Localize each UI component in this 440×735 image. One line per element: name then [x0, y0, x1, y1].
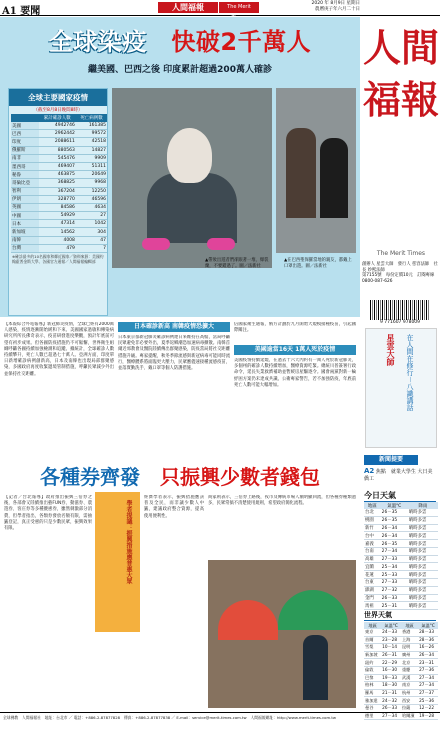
world-weather-row-cell: 19－33	[381, 674, 401, 682]
world-weather-row-cell: 北京	[401, 659, 418, 667]
stats-row-cell: 47314	[39, 220, 76, 228]
stats-row-cell: 智利	[11, 187, 39, 195]
stats-row-cell: 46596	[76, 195, 107, 203]
weather-row-cell: 高雄	[364, 555, 381, 563]
weather-row-cell: 晴時多雲	[408, 516, 438, 524]
column-promo-subtitle: 在人間在修行－八識講話	[406, 334, 414, 411]
stats-row-cell: 美國	[11, 122, 39, 130]
stats-row-cell: 南韓	[11, 236, 39, 244]
column-promo-box	[365, 328, 437, 448]
lead-headline-white: 全球染疫	[48, 28, 147, 56]
stats-row-cell: 伊朗	[11, 195, 39, 203]
world-weather-row-cell: 哈爾濱	[401, 712, 418, 720]
world-weather-row-cell: 雅加達	[364, 697, 381, 705]
weather-row-cell: 晴時多雲	[408, 509, 438, 516]
stats-row	[11, 154, 107, 162]
stats-row-cell: 545476	[39, 154, 76, 162]
world-weather-row	[364, 636, 438, 644]
lead-photo	[112, 88, 272, 268]
world-weather-row-cell: 24－33	[381, 629, 401, 636]
world-weather-row-cell: 新加坡	[364, 651, 381, 659]
stats-row	[11, 171, 107, 179]
weather-title: 今日天氣	[364, 490, 436, 502]
weather-row-cell: 新竹	[364, 524, 381, 532]
world-weather-row-cell: 21－31	[381, 689, 401, 697]
second-headline	[0, 464, 360, 490]
publisher-line: 創辦人 星雲大師 發行人 慈容法師 社長 妙熙法師	[362, 262, 438, 273]
world-weather-row	[364, 682, 438, 690]
stats-row-cell: 304	[76, 228, 107, 236]
weather-row-cell: 晴時多雲	[408, 532, 438, 540]
stats-row-cell: 9909	[76, 154, 107, 162]
weather-row-cell: 25－33	[381, 571, 408, 579]
stats-row-cell: 42518	[76, 138, 107, 146]
article-left: 【本報綜合外電報導】新冠肺炎疫情，全球已經有2000萬人感染，疫情逐漸開始緩和下來。美國國家過敏和傳染病研究所所長佛奇表示，疫苗研發進度樂觀，預計年底前可望有初步成果。但各國防疫措施仍不可鬆懈，世界衛生組織呼籲各國持續加強檢測和追蹤。據統計，全球確診人數持續攀升，死亡人數已超過七十萬人。亞洲方面，印度單日新增確診病例創新高，日本及南韓也出現局部群聚感染，多國政府再度收緊邊境管制措施，呼籲民眾減少外出並保持社交距離。	[4, 322, 114, 377]
stats-col-deaths: 死亡病例數	[76, 114, 107, 122]
stats-row	[11, 138, 107, 146]
weather-row-cell: 金門	[364, 594, 381, 602]
masthead-english: The Merit Times	[376, 250, 426, 257]
weather-row-cell: 27－32	[381, 586, 408, 594]
weather-row-cell: 26－34	[381, 524, 408, 532]
lead-subhead: 繼美國、巴西之後 印度累計超過200萬人確診	[88, 65, 272, 75]
stats-row-cell: 2088611	[39, 138, 76, 146]
stats-row-cell: 巴西	[11, 130, 39, 138]
world-weather-row	[364, 674, 438, 682]
stats-row-cell: 12250	[76, 187, 107, 195]
stats-row	[11, 146, 107, 154]
masthead-mini: 人間福報	[158, 2, 218, 13]
world-weather-row-cell: 16－26	[418, 644, 438, 652]
stats-row-cell: 84586	[39, 203, 76, 211]
photo-caption-1: ▲帶妝出遊者們卻跟著一堆、爆裂蘭，不要錯過了。圖／法新社	[205, 258, 269, 269]
news-brief-page: A2	[364, 467, 375, 475]
weather-row	[364, 586, 438, 594]
second-headline-red: 只振興少數者錢包	[160, 465, 320, 489]
world-weather-row-cell: 南京	[401, 682, 418, 690]
weather-row-cell: 晴時多雲	[408, 594, 438, 602]
weather-row-cell: 晴時多雲	[408, 524, 438, 532]
weather-row-cell: 26－35	[381, 509, 408, 516]
world-weather-row-cell: 香港	[401, 629, 418, 636]
stats-row	[11, 122, 107, 130]
world-weather-row-cell: 首爾	[364, 636, 381, 644]
orange-callout-text: 學者提議：振興措施應普惠大眾	[125, 500, 132, 584]
weather-row-cell: 宜蘭	[364, 563, 381, 571]
stats-row	[11, 187, 107, 195]
side-photo	[276, 88, 356, 253]
stats-row-cell: 479	[39, 244, 76, 252]
world-weather-row-cell: 巴黎	[364, 674, 381, 682]
weather-row-cell: 27－33	[381, 555, 408, 563]
stats-row	[11, 195, 107, 203]
stats-row-cell: 印度	[11, 138, 39, 146]
world-col-temp-b: 氣溫°C	[418, 622, 438, 629]
issue-info: 第7155號 每份定價10元 訂閱專線 0800-087-626	[362, 273, 435, 284]
weather-row-cell: 26－35	[381, 540, 408, 548]
section-label: A1 要聞	[2, 6, 41, 17]
stats-row-cell: 328770	[39, 195, 76, 203]
stats-row-cell: 7	[76, 244, 107, 252]
stats-row-cell: 南非	[11, 154, 39, 162]
world-weather-row-cell: 東京	[364, 629, 381, 636]
stats-row-cell: 4634	[76, 203, 107, 211]
weather-row-cell: 晴時多雲	[408, 540, 438, 548]
weather-row	[364, 540, 438, 548]
world-weather-row-cell: 上海	[401, 636, 418, 644]
masthead-mini-en: The Merit	[219, 2, 259, 13]
weather-table	[364, 502, 438, 610]
weather-row-cell: 27－33	[381, 579, 408, 587]
stats-row-cell: 469407	[39, 162, 76, 170]
article-right-top: 信國家衛生通報，俄方計劃於九月開始大規模接種疫苗，引起國際關注。	[234, 322, 356, 334]
weather-row-cell: 桃園	[364, 516, 381, 524]
article-lower-1: 【記者／台北報導】政府推出振興三倍券之後，各部會又陸續推出藝FUN券、動滋券、農遊券、客庄券等多種優惠券，雖然刺激部分消費，但學者指出，各類券發放名額有限，需抽籤登記，真正受惠的只是少數民眾，振興效果有限。	[4, 495, 92, 532]
weather-row-cell: 晴時多雲	[408, 579, 438, 587]
stats-row-cell: 20649	[76, 171, 107, 179]
stats-row	[11, 179, 107, 187]
world-weather-row-cell: 27－34	[418, 674, 438, 682]
world-weather-row-cell: 柏林	[364, 682, 381, 690]
weather-row-cell: 晴時多雲	[408, 563, 438, 571]
stats-row-cell: 4942746	[39, 122, 76, 130]
world-weather-row-cell: 28－36	[418, 636, 438, 644]
world-weather-row-cell: 紐約	[364, 659, 381, 667]
stats-row	[11, 212, 107, 220]
publisher-info	[362, 262, 440, 284]
stats-row-cell: 英國	[11, 203, 39, 211]
stats-row-cell: 367204	[39, 187, 76, 195]
stats-row-cell: 台灣	[11, 244, 39, 252]
stats-row-cell: 4008	[39, 236, 76, 244]
stats-col-cases: 累計確診人數	[39, 114, 76, 122]
world-weather-row-cell: 10－14	[381, 644, 401, 652]
weather-row-cell: 26－33	[381, 594, 408, 602]
market-photo	[208, 560, 356, 708]
world-weather-row	[364, 666, 438, 674]
weather-row	[364, 571, 438, 579]
stats-row-cell: 哥倫比亞	[11, 179, 39, 187]
stats-row-cell: 51311	[76, 162, 107, 170]
stats-col-country	[11, 114, 39, 122]
world-weather-row-cell: 德里	[364, 712, 381, 720]
world-weather-row	[364, 697, 438, 705]
barcode	[370, 300, 430, 320]
weather-row-cell: 26－34	[381, 532, 408, 540]
dateline	[290, 1, 360, 13]
world-weather-row	[364, 704, 438, 712]
stats-row	[11, 236, 107, 244]
weather-row	[364, 555, 438, 563]
stats-note: （截至8月8日晚間8時）	[33, 108, 83, 113]
world-weather-row-cell: 倫敦	[364, 666, 381, 674]
weather-row-cell: 台南	[364, 547, 381, 555]
weather-row-cell: 台北	[364, 509, 381, 516]
weather-row	[364, 547, 438, 555]
weather-row-cell: 晴時多雲	[408, 602, 438, 610]
weather-row-cell: 26－35	[381, 516, 408, 524]
stats-row-cell: 9968	[76, 179, 107, 187]
world-weather-row-cell: 22－29	[381, 659, 401, 667]
stats-row-cell: 秘魯	[11, 171, 39, 179]
article-right: 美國疫情持續延燒，在過去十六天內約有一萬人死於新冠肺炎，多個州的確診人數持續增加，醫療資源吃緊。總統川普簽署行政命令，延長失業救濟補助並暫緩房屋驅逐令。國會兩黨對新一輪紓困方案仍未達成共識。公衛專家警告，若不加強防疫，年底前死亡人數可能大幅增加。	[234, 358, 356, 388]
weather-row	[364, 602, 438, 610]
world-weather-table	[364, 622, 438, 720]
article-mid: 日本東京都新冠肺炎確診病例連日來維持在高檔，當局呼籲民眾避免非必要外出，夏季返鄉潮恐加速病毒擴散。南韓首爾近郊教會及醫院陸續傳出群聚感染，防疫當局將社交距離措施升級。專家提醒，秋冬季節流感與新冠病毒可能同時流行，醫療體系將面臨更大壓力，民眾應儘速接種流感疫苗，並落實勤洗手、戴口罩等個人防護措施。	[118, 335, 230, 372]
world-weather-row	[364, 689, 438, 697]
world-weather-row	[364, 651, 438, 659]
barcode-number: 9 771607 978009	[379, 320, 421, 325]
world-weather-row-cell: 昆明	[401, 644, 418, 652]
world-weather-row-cell: 重慶	[401, 666, 418, 674]
stats-title: 全球主要國家疫情	[9, 89, 107, 106]
world-weather-row-cell: 雪梨	[364, 644, 381, 652]
stats-row-cell: 14827	[76, 146, 107, 154]
world-weather-row-cell: 25－36	[418, 697, 438, 705]
masthead-title: 人間福報	[362, 25, 439, 122]
covid-stats-box	[8, 88, 108, 316]
lunar-date: 農曆庚子年六月二十日	[315, 7, 360, 12]
world-weather-row-cell: 羅馬	[364, 689, 381, 697]
stats-row-cell: 新加坡	[11, 228, 39, 236]
world-weather-row-cell: 23－31	[418, 659, 438, 667]
photo-caption-2: ▲在巴西聖保羅當地的親友，都戴上口罩出遊。圖／法新社	[284, 258, 352, 269]
weather-row-cell: 25－31	[381, 602, 408, 610]
weather-row-cell: 晴時多雲	[408, 571, 438, 579]
stats-row	[11, 162, 107, 170]
stats-row-cell: 日本	[11, 220, 39, 228]
world-weather-row	[364, 629, 438, 636]
stats-row-cell: 1042	[76, 220, 107, 228]
world-weather-row-cell: 26－34	[418, 651, 438, 659]
stats-row-cell: 54929	[39, 212, 76, 220]
stats-row-cell: 368825	[39, 179, 76, 187]
stats-row-cell: 99572	[76, 130, 107, 138]
stats-row-cell: 14562	[39, 228, 76, 236]
weather-row	[364, 594, 438, 602]
stats-row-cell: 463875	[39, 171, 76, 179]
world-weather-row-cell: 拉薩	[401, 704, 418, 712]
world-col-temp-a: 氣溫°C	[381, 622, 401, 629]
world-weather-row-cell: 27－36	[418, 666, 438, 674]
weather-row	[364, 563, 438, 571]
world-weather-row-cell: 23－28	[381, 636, 401, 644]
page-footer: 全球佛教 人間福報社 地址：台北市 ／ 電話：+886-2-87877828 傳真：+886-2-87877838 ／ E-mail：service@merit-times.com.tw 人間福報網址：http://www.merit-times.com.tw	[0, 712, 440, 735]
lead-headline-red: 快破2千萬人	[171, 28, 312, 56]
world-weather-row	[364, 659, 438, 667]
stats-row	[11, 220, 107, 228]
news-brief-text: 焦點 就業大學生 大日美僑工	[364, 469, 433, 482]
world-weather-row-cell: 26－31	[381, 651, 401, 659]
article-lower-3: 商家則表示，三倍券上路後，夜市及傳統市場人潮明顯回流，但各種券種類過多，民眾常搞不清楚使用規則，希望政府簡化流程。	[208, 495, 356, 507]
weather-row-cell: 馬祖	[364, 602, 381, 610]
world-weather-row-cell: 武漢	[401, 674, 418, 682]
weather-row-cell: 台東	[364, 579, 381, 587]
stats-row-cell: 161385	[76, 122, 107, 130]
stats-row	[11, 228, 107, 236]
stats-row-cell: 墨西哥	[11, 162, 39, 170]
stats-row-cell: 中國	[11, 212, 39, 220]
world-weather-row-cell: 16－30	[381, 666, 401, 674]
world-col-region-b: 地區	[401, 622, 418, 629]
news-brief-item[interactable]	[364, 468, 436, 483]
world-weather-row-cell: 廣州	[401, 651, 418, 659]
stats-row	[11, 203, 107, 211]
weather-row-cell: 台中	[364, 532, 381, 540]
weather-row-cell: 晴時多雲	[408, 547, 438, 555]
world-weather-row-cell: 杭州	[401, 689, 418, 697]
weather-row-cell: 27－34	[381, 547, 408, 555]
subhead-usa: 美國逾當16天 1萬人死於疫情	[234, 345, 356, 355]
stats-row	[11, 244, 107, 252]
world-weather-row-cell: 27－34	[381, 712, 401, 720]
world-weather-row-cell: 19－28	[418, 712, 438, 720]
stats-row-cell: 27	[76, 212, 107, 220]
weather-row-cell: 花蓮	[364, 571, 381, 579]
weather-row-cell: 嘉義	[364, 540, 381, 548]
weather-row	[364, 509, 438, 516]
weather-row	[364, 516, 438, 524]
world-weather-row-cell: 27－37	[418, 689, 438, 697]
weather-row	[364, 579, 438, 587]
stats-row-cell: 880563	[39, 146, 76, 154]
date: 2020 年 8月9日 星期日	[311, 1, 360, 6]
world-weather-row-cell: 27－34	[418, 682, 438, 690]
stats-source: ※確診最多的10名國家和鄰近國家／資料來源：美國約翰霍普金斯大學、各國官方通報／人間福報編輯部	[12, 254, 104, 264]
weather-row	[364, 524, 438, 532]
stats-row	[11, 130, 107, 138]
article-lower-2: 經濟學者表示，振興措施應該普及全民，而非讓少數人中籤，建議政府整合資源，提高使用便利性。	[144, 495, 204, 519]
weather-row-cell: 25－34	[381, 563, 408, 571]
world-weather-row-cell: 26－33	[381, 704, 401, 712]
stats-row-cell: 俄羅斯	[11, 146, 39, 154]
world-weather-row	[364, 644, 438, 652]
weather-col-rain: 降雨	[408, 502, 438, 509]
weather-col-region: 地區	[364, 502, 381, 509]
world-col-region-a: 地區	[364, 622, 381, 629]
weather-row-cell: 晴時多雲	[408, 555, 438, 563]
news-brief-header: 新聞提要	[364, 455, 418, 465]
stats-row-cell: 47	[76, 236, 107, 244]
world-weather-row-cell: 曼谷	[364, 704, 381, 712]
stats-row-cell: 2962442	[39, 130, 76, 138]
weather-row-cell: 晴時多雲	[408, 586, 438, 594]
world-weather-row-cell: 12－22	[418, 704, 438, 712]
weather-row-cell: 澎湖	[364, 586, 381, 594]
weather-col-temp: 氣溫°C	[381, 502, 408, 509]
second-headline-blue: 各種券齊發	[40, 465, 140, 489]
world-weather-row-cell: 西安	[401, 697, 418, 705]
world-weather-row-cell: 18－30	[381, 682, 401, 690]
lead-headline	[0, 22, 360, 57]
subhead-japan-korea: 日本確診新高 南韓疫情恐擴大	[118, 322, 230, 332]
stats-table	[11, 114, 107, 253]
world-weather-row-cell: 24－32	[381, 697, 401, 705]
world-weather-title: 世界天氣	[364, 610, 436, 621]
world-weather-row-cell: 28－33	[418, 629, 438, 636]
column-promo-title: 星雲大師	[386, 334, 395, 366]
weather-row	[364, 532, 438, 540]
